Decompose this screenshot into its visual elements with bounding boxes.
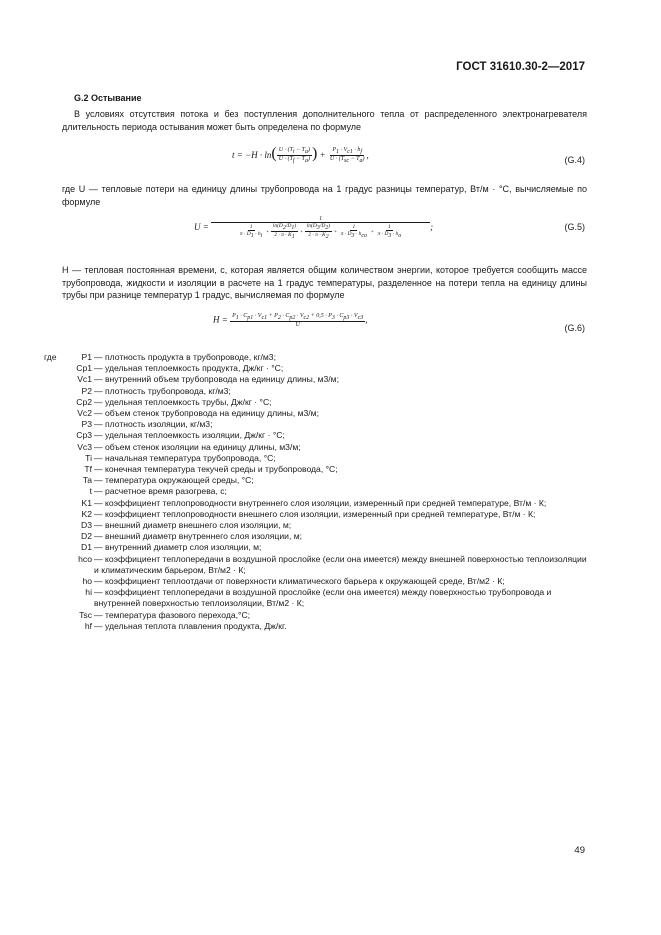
definition-row: ho — коэффициент теплоотдачи от поверхности климатического барьера к окружающей среде, Вт/м2 · К; [82, 576, 505, 587]
definition-row: K1 — коэффициент теплопроводности внутреннего слоя изоляции, измеренный при средней температуре, Вт/м · К; [81, 497, 547, 508]
definition-row: hf — удельная теплота плавления продукта, Дж/кг. [84, 620, 287, 631]
equation-g4-number: (G.4) [564, 155, 585, 165]
definition-row: Vc2 — объем стенок трубопровода на единицу длины, м3/м; [77, 408, 319, 419]
definition-row: K2 — коэффициент теплопроводности внешнего слоя изоляции, измеренный при средней температуре, Вт/м · К; [81, 508, 536, 519]
intro-paragraph: В условиях отсутствия потока и без поступления дополнительного тепла от распределенного электронагревателя длительность периода остывания может быть определена по формуле [62, 109, 587, 132]
page-number: 49 [574, 845, 585, 856]
definition-row: Cp2 — удельная теплоемкость трубы, Дж/кг · °С; [76, 396, 272, 407]
equation-g5-number: (G.5) [564, 222, 585, 232]
definition-row: Ta — температура окружающей среды, °С; [82, 475, 254, 486]
equation-g6: H = $\frac{P_1 \cdot C_{p1} \cdot V_{c1} + P_2 \cdot C_{p2} \cdot V_{c2} + 0,5 \cdot P_3 \cdot C_{p3} \cdot V_{c3}}{U}$ , [213, 313, 368, 329]
definition-row: Vc1 — внутренний объем трубопровода на единицу длины, м3/м; [77, 374, 339, 385]
h-definition: H — тепловая постоянная времени, с, которая является общим количеством энергии, которое требуется сообщить массе трубопровода, жидкости и изоляции в расчете на 1 градус температуры, разделенное на потери тепла на единицу длины трубы при разнице температур 1 градус, вычисляемая по формуле [62, 265, 587, 301]
definition-row: P3 — плотность изоляции, кг/м3; [81, 419, 213, 430]
definition-row: hi — коэффициент теплопередачи в воздушной прослойке (если она имеется) между поверхностью трубопровода и внутренней поверхностью теплоизоляции, Вт/м2 · К; [85, 587, 552, 609]
definitions-list [44, 352, 589, 632]
definition-row: Cp3 — удельная теплоемкость изоляции, Дж/кг · °С; [76, 430, 285, 441]
definitions-lead: где [44, 352, 57, 362]
definition-row: Tf — конечная температура текучей среды и трубопровода, °С; [84, 464, 338, 475]
section-title: G.2 Остывание [74, 93, 142, 103]
definition-row: Tsc — температура фазового перехода,°С; [79, 609, 251, 620]
definition-row: Cp1 — удельная теплоемкость продукта, Дж/кг · °С; [76, 363, 284, 374]
definition-row: hco — коэффициент теплопередачи в воздушной прослойке (если она имеется) между внешней поверхностью теплоизоляции и климатическим барьером, Вт/м2 · К; [78, 553, 587, 575]
equation-g6-number: (G.6) [564, 323, 585, 333]
standard-header: ГОСТ 31610.30-2—2017 [456, 61, 585, 73]
definition-row: D3 — внешний диаметр внешнего слоя изоляции, м; [81, 520, 292, 531]
u-definition: где U — тепловые потери на единицу длины трубопровода на 1 градус разницы температур, Вт/м · °С, вычисляемые по формуле [62, 184, 587, 207]
definition-row: Vc3 — объем стенок изоляции на единицу длины, м3/м; [77, 441, 301, 452]
definition-row: P2 — плотность трубопровода, кг/м3; [81, 385, 231, 396]
definition-row: Ti — начальная температура трубопровода, °С; [85, 452, 276, 463]
definition-row: P1 — плотность продукта в трубопроводе, кг/м3; [81, 352, 276, 362]
definition-row: D2 — внешний диаметр внутреннего слоя изоляции, м; [81, 531, 303, 542]
definition-row: D1 — внутренний диаметр слоя изоляции, м; [81, 542, 262, 553]
definition-row: t — расчетное время разогрева, с; [89, 486, 227, 497]
equation-g5: U = 1 $\frac{1}{\pi \cdot D_1 \cdot h_i}$ + $\frac{\ln(D_2/D_1)}{2 \cdot \pi \cdot K_1}$ + $\frac{\ln(D_3/D_2)}{2 \cdot \pi \cdot K_2}$ + $\frac{1}{\pi \cdot D_3 \cdot h_{co}}$ + $\frac{1}{\pi \cdot D_3 \cdot h_o}$ ; [194, 216, 434, 241]
equation-g4: t = −H · ln( $\frac{U \cdot (T_i - T_a)}{U \cdot (T_f - T_a)}$ ) + $\frac{P_1 \cdot V_{c1} \cdot h_f}{U \cdot (T_{sc} - T_a)}$ , [232, 145, 369, 165]
